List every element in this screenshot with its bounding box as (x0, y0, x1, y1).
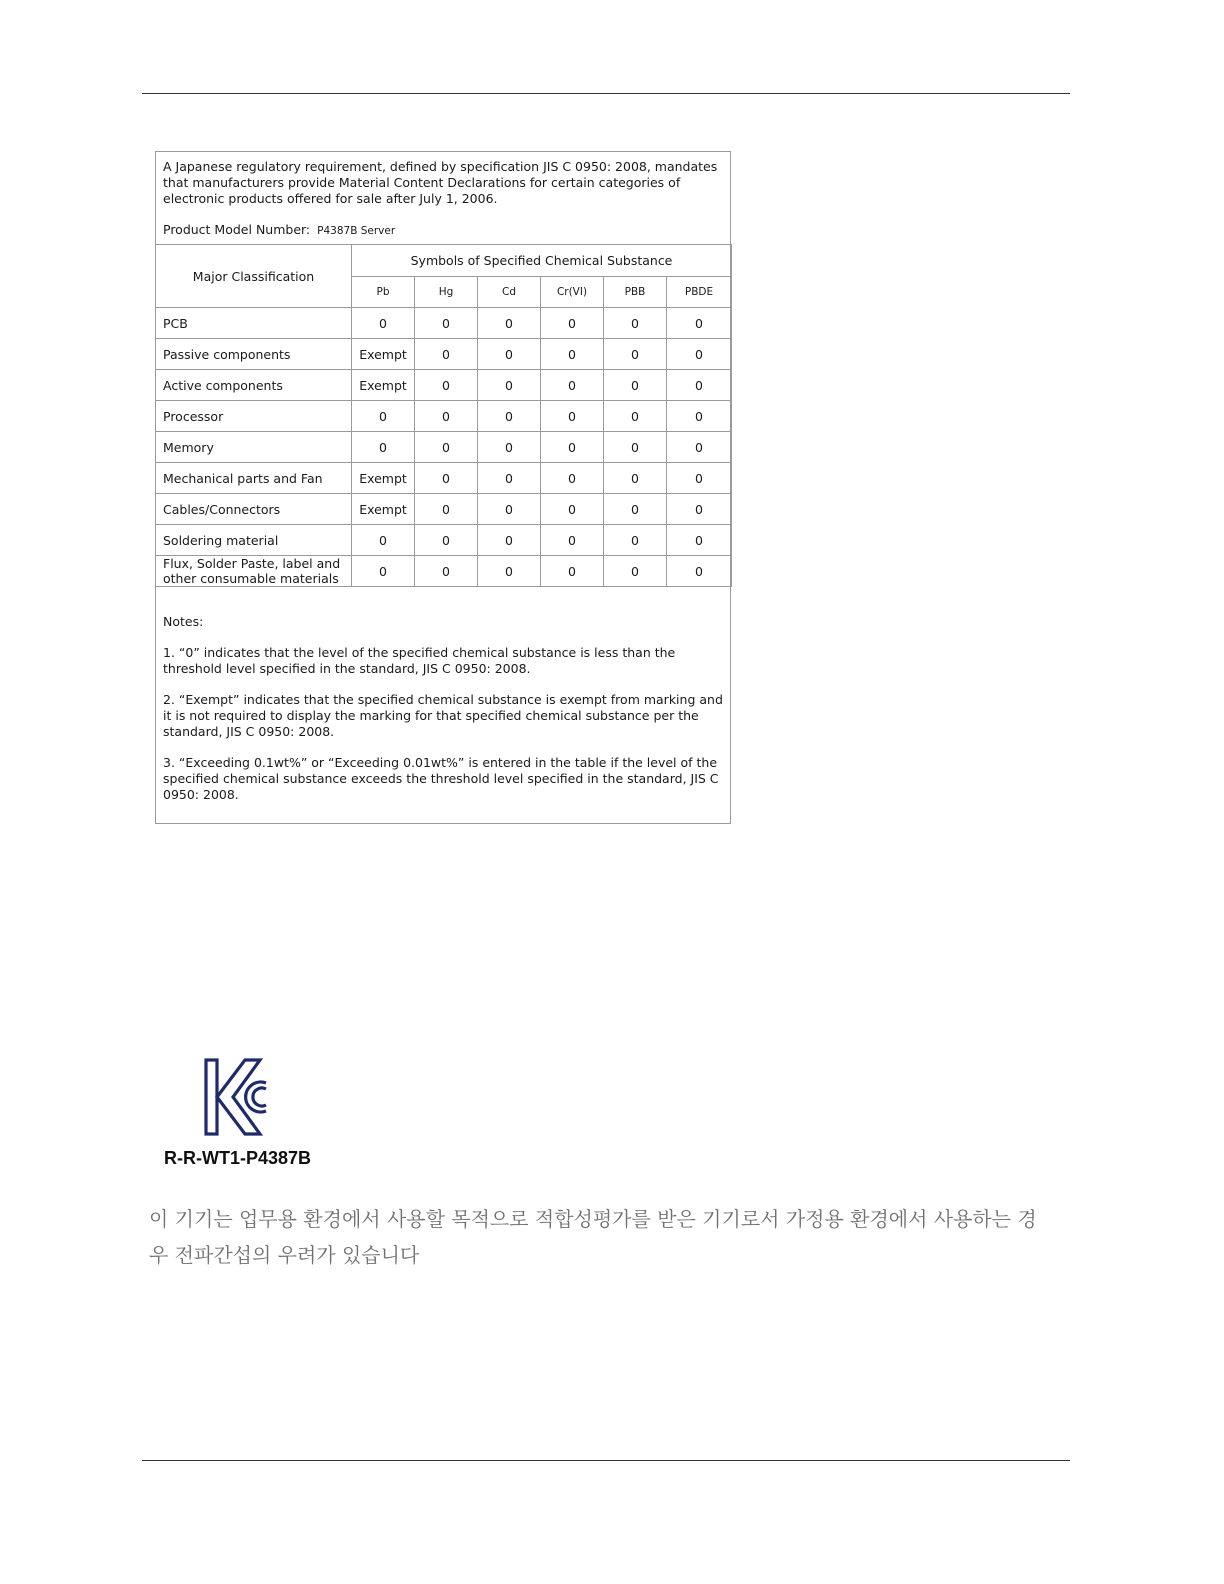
substance-value-cell: 0 (478, 525, 541, 556)
table-row (156, 308, 732, 339)
substance-value-cell: 0 (667, 432, 732, 463)
classification-cell: Soldering material (156, 525, 352, 556)
note-item: 3. “Exceeding 0.1wt%” or “Exceeding 0.01wt%” is entered in the table if the level of the specified chemical substance exceeds the threshold level specified in the standard, JIS C 0950: 2008. (163, 755, 719, 802)
table-row (156, 494, 732, 525)
substance-value-cell: 0 (667, 463, 732, 494)
substance-value-cell: 0 (478, 432, 541, 463)
model-value: P4387B Server (317, 225, 396, 237)
substance-value-cell: 0 (604, 432, 667, 463)
substance-value-cell: 0 (352, 308, 415, 339)
classification-cell: Passive components (156, 339, 352, 370)
product-model (163, 222, 395, 239)
substance-value-cell: 0 (541, 339, 604, 370)
substance-value-cell: 0 (541, 432, 604, 463)
symbols-header: Symbols of Specified Chemical Substance (352, 245, 732, 277)
substance-value-cell: 0 (604, 308, 667, 339)
jp-material-declaration (155, 151, 731, 824)
substance-value-cell: 0 (541, 308, 604, 339)
substance-value-cell: Exempt (352, 339, 415, 370)
substance-value-cell: 0 (415, 556, 478, 587)
substance-value-cell: 0 (478, 556, 541, 587)
classification-cell: Mechanical parts and Fan (156, 463, 352, 494)
table-row (156, 556, 732, 587)
kc-registration-code: R-R-WT1-P4387B (164, 1148, 312, 1168)
substance-value-cell: 0 (541, 370, 604, 401)
substance-value-cell: 0 (478, 494, 541, 525)
substance-value-cell: 0 (415, 432, 478, 463)
substance-value-cell: 0 (604, 339, 667, 370)
kc-mark-icon (204, 1056, 270, 1138)
note-item: 1. “0” indicates that the level of the specified chemical substance is less than the threshold level specified in the standard, JIS C 0950: 2008. (163, 645, 676, 676)
notes-title: Notes: (163, 614, 204, 629)
classification-cell: Active components (156, 370, 352, 401)
footer-rule (142, 1460, 1070, 1461)
note-item: 2. “Exempt” indicates that the specified chemical substance is exempt from marking and it is not required to display the marking for that specified chemical substance per the standard, JIS C 0950: 2008. (163, 692, 723, 739)
notes (163, 614, 725, 818)
substance-value-cell: 0 (604, 370, 667, 401)
substance-value-cell: 0 (415, 525, 478, 556)
substance-value-cell: 0 (415, 370, 478, 401)
substance-value-cell: 0 (541, 556, 604, 587)
classification-cell: Flux, Solder Paste, label and other consumable materials (156, 556, 352, 587)
substance-value-cell: 0 (478, 339, 541, 370)
substance-header: Cr(VI) (541, 276, 604, 308)
substance-value-cell: 0 (667, 494, 732, 525)
substance-value-cell: 0 (352, 432, 415, 463)
substance-value-cell: 0 (667, 370, 732, 401)
substance-value-cell: 0 (604, 525, 667, 556)
classification-cell: PCB (156, 308, 352, 339)
classification-cell: Processor (156, 401, 352, 432)
substance-value-cell: 0 (352, 556, 415, 587)
substance-value-cell: 0 (667, 308, 732, 339)
substance-value-cell: 0 (541, 401, 604, 432)
substance-value-cell: 0 (478, 308, 541, 339)
substance-header: Cd (478, 276, 541, 308)
substance-value-cell: Exempt (352, 370, 415, 401)
substance-value-cell: 0 (415, 401, 478, 432)
declaration-intro: A Japanese regulatory requirement, defined by specification JIS C 0950: 2008, mandates that manufacturers provide Material Content Declarations for certain categories of electronic products offered for sale after July 1, 2006. (163, 159, 718, 206)
table-row (156, 339, 732, 370)
model-label: Product Model Number: (163, 222, 311, 237)
substance-value-cell: 0 (667, 339, 732, 370)
substance-value-cell: 0 (541, 494, 604, 525)
substance-value-cell: Exempt (352, 463, 415, 494)
substance-header: Hg (415, 276, 478, 308)
substance-value-cell: 0 (415, 308, 478, 339)
kc-statement: 이 기기는 업무용 환경에서 사용할 목적으로 적합성평가를 받은 기기로서 가정용 환경에서 사용하는 경우 전파간섭의 우려가 있습니다 (149, 1207, 1037, 1267)
substance-header: PBDE (667, 276, 732, 308)
substance-value-cell: 0 (478, 370, 541, 401)
substance-value-cell: 0 (667, 556, 732, 587)
substance-value-cell: 0 (604, 494, 667, 525)
table-row (156, 370, 732, 401)
substance-value-cell: 0 (667, 525, 732, 556)
classification-cell: Cables/Connectors (156, 494, 352, 525)
substance-value-cell: 0 (667, 401, 732, 432)
substance-value-cell: 0 (541, 525, 604, 556)
header-rule (142, 93, 1070, 94)
substance-value-cell: 0 (604, 463, 667, 494)
substance-header: PBB (604, 276, 667, 308)
major-classification-header: Major Classification (156, 245, 352, 308)
substance-value-cell: 0 (604, 556, 667, 587)
table-row (156, 432, 732, 463)
substance-value-cell: 0 (415, 463, 478, 494)
substance-value-cell: 0 (415, 339, 478, 370)
substance-value-cell: 0 (541, 463, 604, 494)
substance-value-cell: 0 (352, 525, 415, 556)
substance-value-cell: 0 (478, 401, 541, 432)
substance-value-cell: 0 (604, 401, 667, 432)
table-row (156, 525, 732, 556)
substance-header: Pb (352, 276, 415, 308)
classification-cell: Memory (156, 432, 352, 463)
substance-value-cell: Exempt (352, 494, 415, 525)
table-row (156, 463, 732, 494)
substance-value-cell: 0 (352, 401, 415, 432)
substance-value-cell: 0 (415, 494, 478, 525)
table-row (156, 401, 732, 432)
substance-table (155, 244, 732, 587)
substance-value-cell: 0 (478, 463, 541, 494)
